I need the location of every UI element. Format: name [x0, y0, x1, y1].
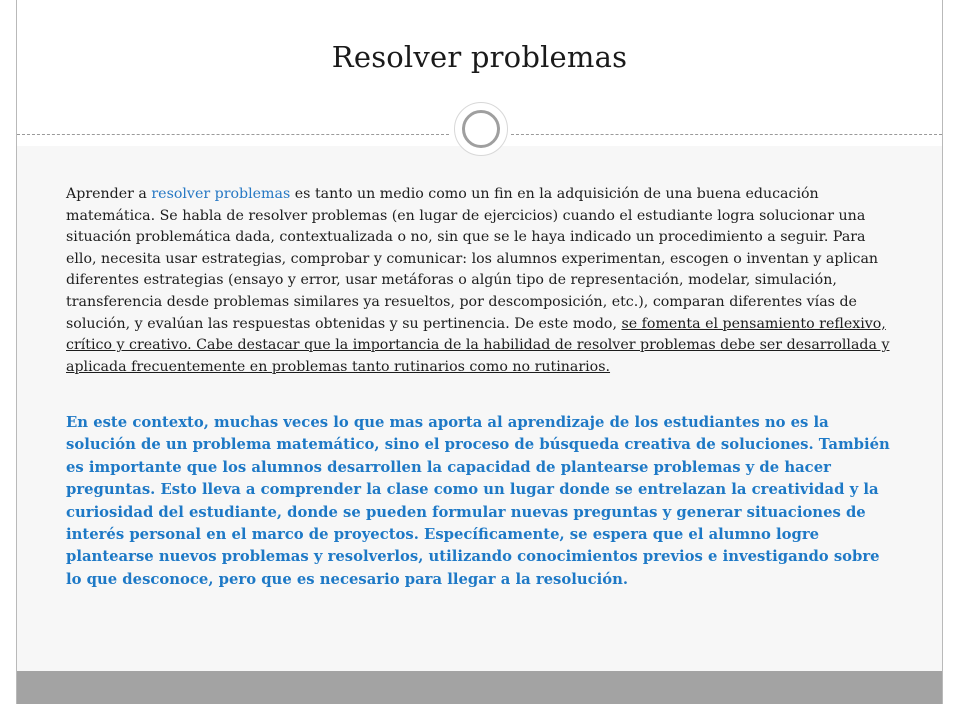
- footer-bar: [17, 671, 942, 704]
- circle-ornament-icon: [454, 102, 508, 156]
- paragraph-2: En este contexto, muchas veces lo que mas aporta al aprendizaje de los estudiantes no es la solución de un problema matemático, sino el proceso de búsqueda creativa de soluciones. También es importante que los alumnos desarrollen la capacidad de plantearse problemas y de hacer preguntas. Esto lleva a comprender la clase como un lugar donde se entrelazan la creatividad y la curiosidad del estudiante, donde se pueden formular nuevas preguntas y generar situaciones de interés personal en el marco de proyectos. Específicamente, se espera que el alumno logre plantearse nuevos problemas y resolverlos, utilizando conocimientos previos e investigando sobre lo que desconoce, pero que es necesario para llegar a la resolución.: [66, 414, 890, 588]
- circle-ring-icon: [462, 110, 500, 148]
- slide: [16, 0, 943, 704]
- content-area: [17, 146, 942, 671]
- paragraph-1-highlight: resolver problemas: [151, 186, 291, 202]
- paragraph-1: [66, 184, 896, 378]
- paragraph-1-body: es tanto un medio como un fin en la adquisición de una buena educación matemática. Se habla de resolver problemas (en lugar de ejercicios) cuando el estudiante logra solucionar una situación problemática dada, contextualizada o no, sin que se le haya indicado un procedimiento a seguir. Para ello, necesita usar estrategias, comprobar y comunicar: los alumnos experimentan, escogen o inventan y aplican diferentes estrategias (ensayo y error, usar metáforas o algún tipo de representación, modelar, simulación, transferencia desde problemas similares ya resueltos, por descomposición, etc.), comparan diferentes vías de solución, y evalúan las respuestas obtenidas y su pertinencia. De este modo,: [66, 186, 879, 332]
- paragraph-1-lead: Aprender a: [66, 186, 152, 202]
- paragraph-1-underlined: se fomenta el pensamiento reflexivo, crítico y creativo. Cabe destacar que la importancia de la habilidad de resolver problemas debe ser desarrollada y aplicada frecuentemente en problemas tanto rutinarios como no rutinarios.: [66, 315, 890, 375]
- divider-right: [511, 134, 942, 135]
- slide-title: Resolver problemas: [331, 40, 628, 74]
- divider-left: [17, 134, 449, 135]
